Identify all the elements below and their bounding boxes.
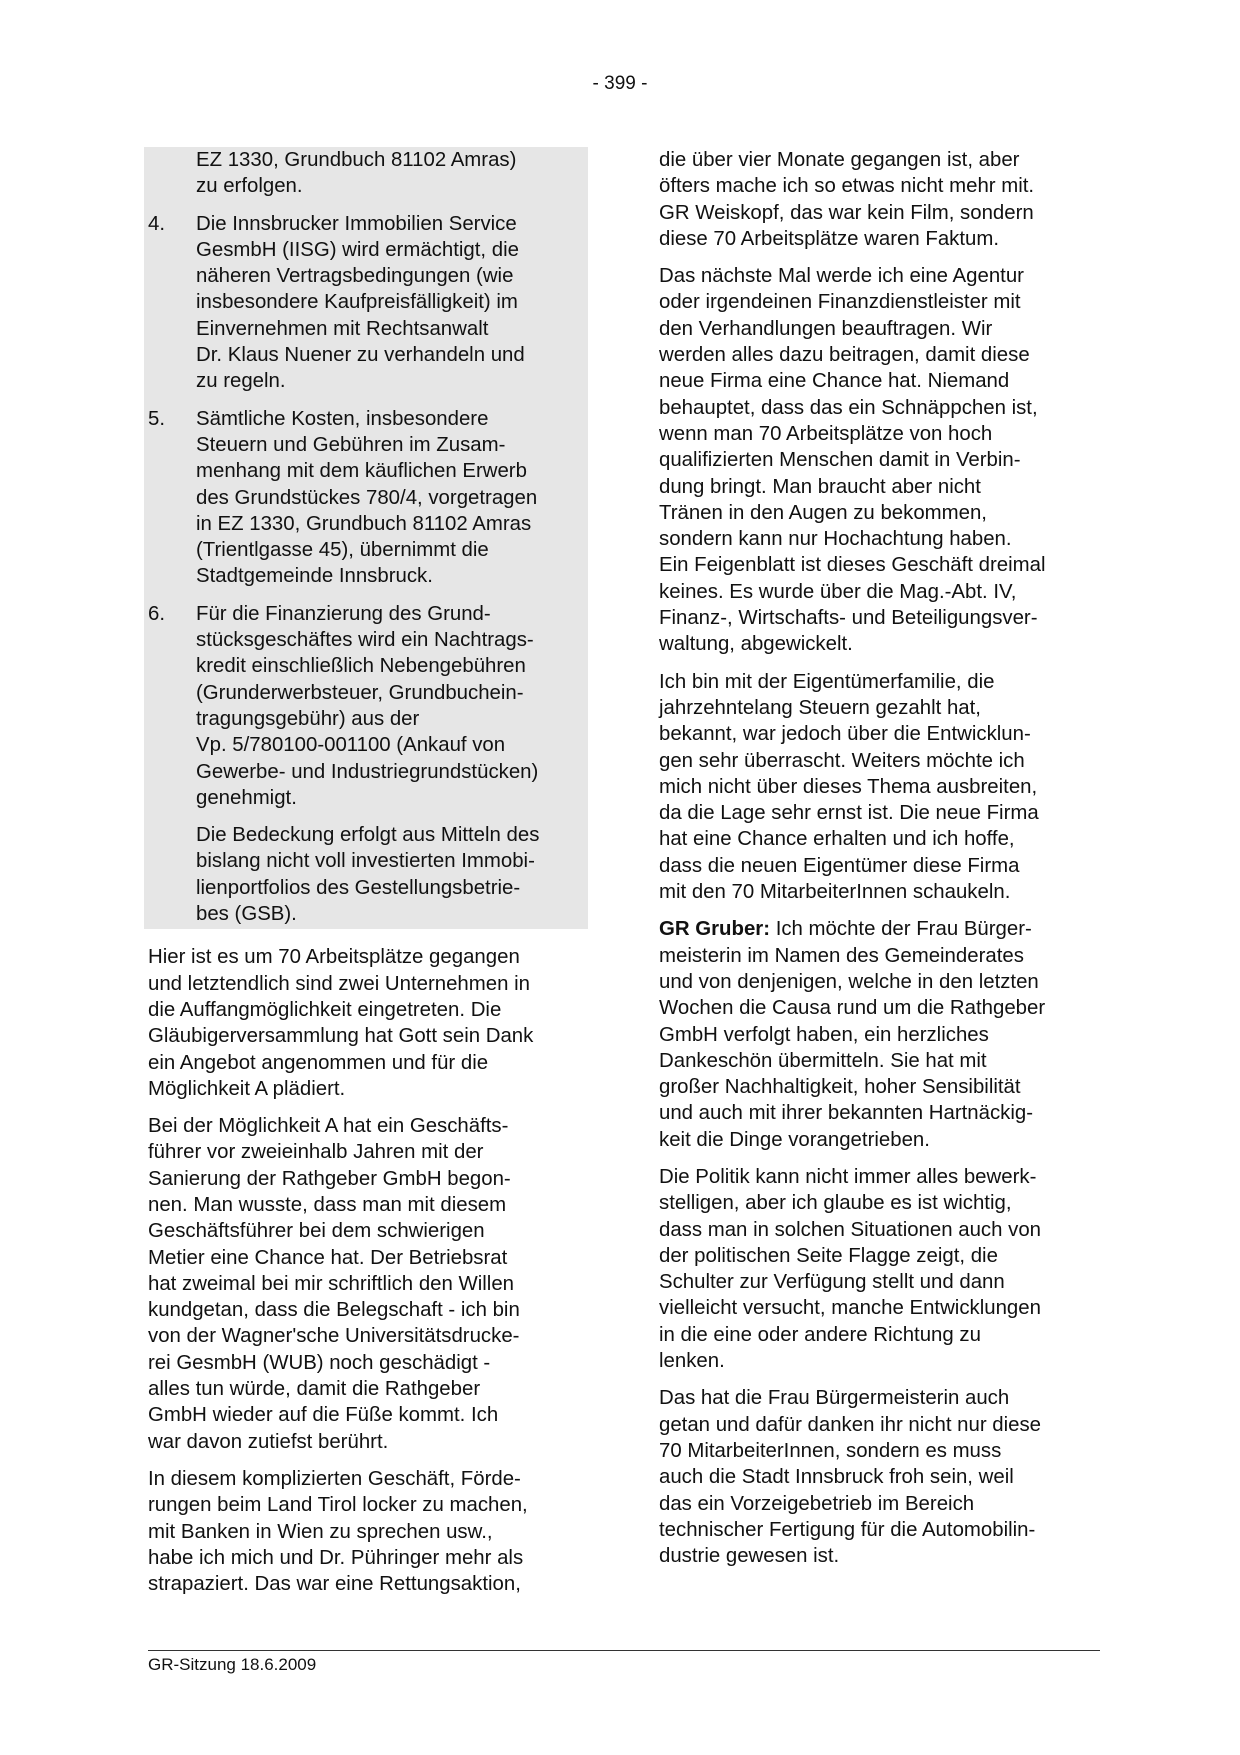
- resolution-item-6: 6. Für die Finanzierung des Grund- stücksgeschäftes wird ein Nachtrags- kredit einschließlich Nebengebühren (Grunderwerbsteuer, Grundbuchein- tragungsgebühr) aus der Vp. 5/780100-001100 (Ankauf von Gewerbe- und Industriegrundstücken) genehmigt.: [148, 602, 539, 809]
- footer-session-date: GR-Sitzung 18.6.2009: [148, 1655, 317, 1674]
- speaker-name: GR Gruber:: [659, 918, 771, 941]
- paragraph: In diesem komplizierten Geschäft, Förde- rungen beim Land Tirol locker zu machen, mit Banken in Wien zu sprechen usw., habe ich mich und Dr. Pühringer mehr als strapaziert. Das war eine Rettungsaktion,: [148, 1467, 528, 1596]
- left-column: [148, 147, 588, 1608]
- right-column: [659, 147, 1099, 1580]
- box-continuation: EZ 1330, Grundbuch 81102 Amras) zu erfolgen.: [196, 149, 517, 198]
- paragraph: Das nächste Mal werde ich eine Agentur oder irgendeinen Finanzdienstleister mit den Verhandlungen beauftragen. Wir werden alles dazu beitragen, damit diese neue Firma eine Chance hat. Niemand behauptet, dass das ein Schnäppchen ist, wenn man 70 Arbeitsplätze von hoch qualifizierten Menschen damit in Verbin- dung bringt. Man braucht aber nicht Tränen in den Augen zu bekommen, sondern kann nur Hochachtung haben. Ein Feigenblatt ist dieses Geschäft dreimal keines. Es wurde über die Mag.-Abt. IV, Finanz-, Wirtschafts- und Beteiligungsver- waltung, abgewickelt.: [659, 265, 1046, 656]
- paragraph: Das hat die Frau Bürgermeisterin auch getan und dafür danken ihr nicht nur diese 70 MitarbeiterInnen, sondern es muss auch die Stadt Innsbruck froh sein, weil das ein Vorzeigebetrieb im Bereich technischer Fertigung für die Automobilin- dustrie gewesen ist.: [659, 1387, 1042, 1568]
- resolution-box: [144, 147, 588, 929]
- page-number: - 399 -: [592, 73, 648, 94]
- resolution-item-5: 5. Sämtliche Kosten, insbesondere Steuern und Gebühren im Zusam- menhang mit dem käuflichen Erwerb des Grundstückes 780/4, vorgetragen in EZ 1330, Grundbuch 81102 Amras (Trientlgasse 45), übernimmt die Stadtgemeinde Innsbruck.: [148, 407, 538, 588]
- resolution-item-4: 4. Die Innsbrucker Immobilien Service GesmbH (IISG) wird ermächtigt, die näheren Vertragsbedingungen (wie insbesondere Kaufpreisfälligkeit) im Einvernehmen mit Rechtsanwalt Dr. Klaus Nuener zu verhandeln und zu regeln.: [148, 212, 525, 393]
- paragraph: Bei der Möglichkeit A hat ein Geschäfts- führer vor zweieinhalb Jahren mit der Sanierung der Rathgeber GmbH begon- nen. Man wusste, dass man mit diesem Geschäftsführer bei dem schwierigen Metier eine Chance hat. Der Betriebsrat hat zweimal bei mir schriftlich den Willen kundgetan, dass die Belegschaft - ich bin von der Wagner'sche Universitätsdrucke- rei GesmbH (WUB) noch geschädigt - alles tun würde, damit die Rathgeber GmbH wieder auf die Füße kommt. Ich war davon zutiefst berührt.: [148, 1115, 520, 1453]
- paragraph: die über vier Monate gegangen ist, aber öfters mache ich so etwas nicht mehr mit. GR Weiskopf, das war kein Film, sondern diese 70 Arbeitsplätze waren Faktum.: [659, 149, 1035, 250]
- speaker-paragraph: GR Gruber: Ich möchte der Frau Bürger- meisterin im Namen des Gemeinderates und von denjenigen, welche in den letzten Wochen die Causa rund um die Rathgeber GmbH verfolgt haben, ein herzliches Dankeschön übermitteln. Sie hat mit großer Nachhaltigkeit, hoher Sensibilität und auch mit ihrer bekannten Hartnäckig- keit die Dinge vorangetrieben.: [659, 918, 1046, 1151]
- paragraph: Hier ist es um 70 Arbeitsplätze gegangen und letztendlich sind zwei Unternehmen in die Auffangmöglichkeit eingetreten. Die Gläubigerversammlung hat Gott sein Dank ein Angebot angenommen und für die Möglichkeit A plädiert.: [148, 946, 534, 1100]
- coverage-paragraph: Die Bedeckung erfolgt aus Mitteln des bislang nicht voll investierten Immobi- lienportfolios des Gestellungsbetrie- bes (GSB).: [196, 824, 540, 926]
- footer-divider: [148, 1650, 1100, 1651]
- paragraph: Die Politik kann nicht immer alles bewerk- stelligen, aber ich glaube es ist wichtig, dass man in solchen Situationen auch von der politischen Seite Flagge zeigt, die Schulter zur Verfügung stellt und dann vielleicht versucht, manche Entwicklungen in die eine oder andere Richtung zu lenken.: [659, 1165, 1042, 1373]
- paragraph: Ich bin mit der Eigentümerfamilie, die jahrzehntelang Steuern gezahlt hat, bekannt, war jedoch über die Entwicklun- gen sehr überrascht. Weiters möchte ich mich nicht über dieses Thema ausbreiten, da die Lage sehr ernst ist. Die neue Firma hat eine Chance erhalten und ich hoffe, dass die neuen Eigentümer diese Firma mit den 70 MitarbeiterInnen schaukeln.: [659, 670, 1039, 904]
